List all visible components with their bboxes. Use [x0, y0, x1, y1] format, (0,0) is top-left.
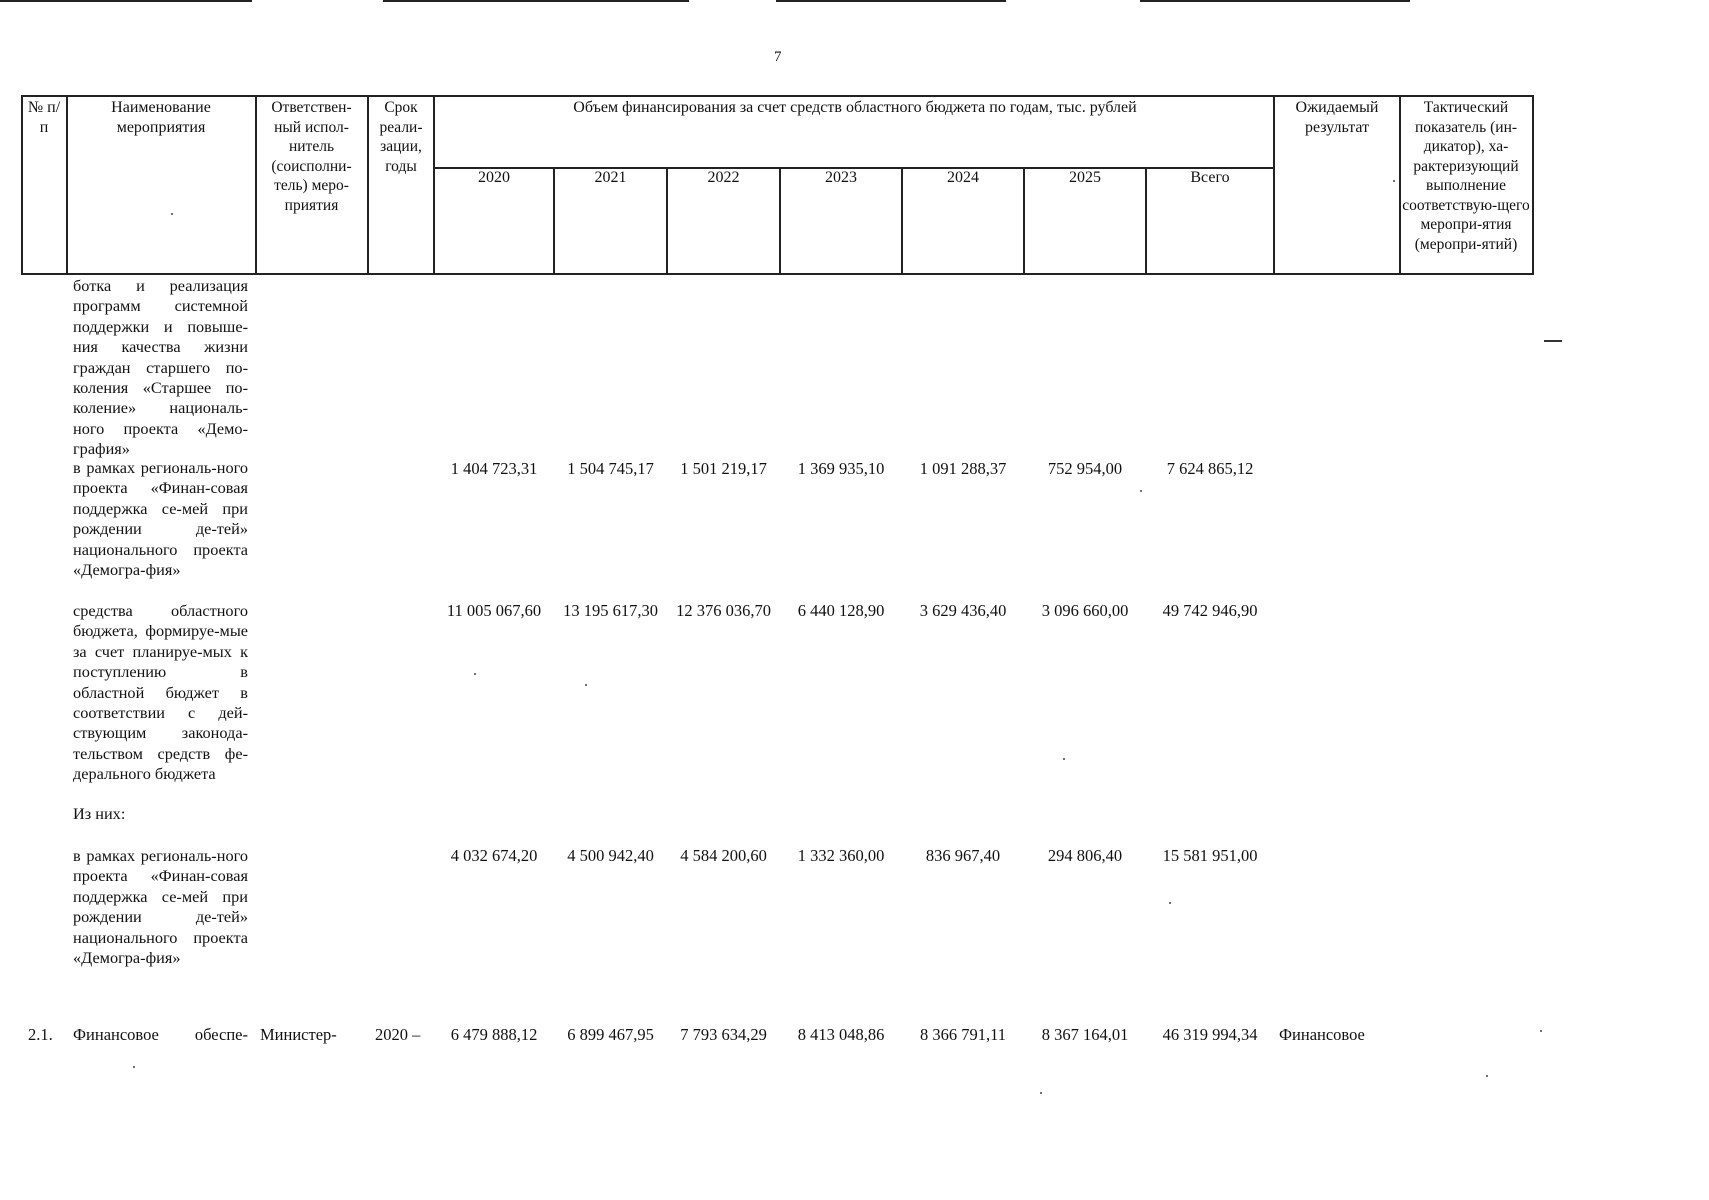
amount-2024: 836 967,40	[925, 846, 1001, 865]
scan-speck	[1169, 902, 1171, 904]
amount-total: 49 742 946,90	[1162, 601, 1258, 620]
amount-total: 46 319 994,34	[1162, 1025, 1258, 1044]
amount-2025: 8 367 164,01	[1041, 1025, 1129, 1044]
scan-speck	[1040, 1092, 1042, 1094]
header-expected-result: Ожидаемый результат	[1295, 99, 1379, 136]
scan-speck	[474, 673, 476, 675]
amount-2023: 6 440 128,90	[797, 601, 885, 620]
scan-speck	[1486, 1075, 1488, 1077]
amount-2023: 1 332 360,00	[797, 846, 885, 865]
header-bottom-rule	[21, 273, 1534, 275]
scan-speck	[1140, 490, 1142, 492]
amount-2022: 7 793 634,29	[680, 1025, 767, 1044]
page-number: 7	[774, 49, 782, 65]
header-top-rule	[21, 95, 1534, 97]
header-indicator: Тактический показатель (ин-дикатор), ха-рактеризующий выполнение соответствую-щего меропри-ятия (меропри-ятий)	[1402, 99, 1530, 253]
activity-name: в рамках региональ-ного проекта «Финан-совая поддержка се-мей при рождении де-тей» национального проекта «Демогра-фия»	[73, 458, 248, 580]
col-border	[255, 95, 257, 275]
header-number: № п/п	[27, 99, 61, 136]
header-funding: Объем финансирования за счет средств областного бюджета по годам, тыс. рублей	[573, 99, 1137, 116]
activity-name: в рамках региональ-ного проекта «Финан-совая поддержка се-мей при рождении де-тей» национального проекта «Демогра-фия»	[73, 846, 248, 968]
col-border	[1399, 95, 1401, 275]
activity-name: Финансовое обеспе-	[73, 1025, 248, 1044]
amount-2024: 1 091 288,37	[919, 459, 1007, 478]
amount-total: 7 624 865,12	[1166, 459, 1254, 478]
subtotal-label: Из них:	[73, 804, 126, 823]
col-border	[21, 95, 23, 275]
year-header-total: Всего	[1190, 169, 1230, 186]
year-header: 2020	[478, 169, 510, 186]
year-header: 2022	[707, 169, 740, 186]
scan-speck	[1540, 1030, 1542, 1032]
amount-2024: 3 629 436,40	[919, 601, 1007, 620]
amount-2021: 6 899 467,95	[567, 1025, 654, 1044]
header-term: Срок реали-зации, годы	[379, 99, 423, 175]
amount-2023: 8 413 048,86	[797, 1025, 885, 1044]
amount-2022: 4 584 200,60	[680, 846, 767, 865]
col-border	[1532, 95, 1534, 275]
scan-mark	[1544, 340, 1562, 342]
scan-speck	[1393, 180, 1395, 182]
scan-speck	[133, 1066, 135, 1068]
header-responsible: Ответствен-ный испол-нитель (соисполни-тель) меро-приятия	[271, 99, 352, 214]
header-activity-name: Наименование мероприятия	[111, 99, 211, 136]
amount-2020: 11 005 067,60	[446, 601, 542, 620]
year-header: 2024	[947, 169, 979, 186]
amount-2021: 1 504 745,17	[567, 459, 654, 478]
activity-name-continuation: ботка и реализация программ системной поддержки и повыше-ния качества жизни граждан старшего по-коления «Старшее по-коление» националь-ного проекта «Демо-графия»	[73, 276, 248, 459]
amount-2023: 1 369 935,10	[797, 459, 885, 478]
amount-total: 15 581 951,00	[1162, 846, 1258, 865]
responsible-executor: Министер-	[260, 1025, 337, 1044]
amount-2020: 1 404 723,31	[450, 459, 538, 478]
scan-speck	[1063, 758, 1065, 760]
year-header: 2025	[1069, 169, 1101, 186]
amount-2022: 1 501 219,17	[680, 459, 767, 478]
year-header: 2023	[825, 169, 857, 186]
expected-result: Финансовое	[1279, 1025, 1365, 1044]
amount-2021: 4 500 942,40	[567, 846, 654, 865]
activity-name: средства областного бюджета, формируе-мые за счет планируе-мых к поступлению в областной бюджет в соответствии с дей-ствующим законода-тельством средств фе-дерального бюджета	[73, 601, 248, 784]
col-border	[66, 95, 68, 275]
scan-speck	[171, 213, 173, 215]
amount-2020: 6 479 888,12	[450, 1025, 538, 1044]
scan-speck	[585, 684, 587, 686]
col-border	[367, 95, 369, 275]
amount-2025: 3 096 660,00	[1041, 601, 1129, 620]
amount-2021: 13 195 617,30	[563, 601, 658, 620]
amount-2025: 752 954,00	[1047, 459, 1123, 478]
implementation-term: 2020 –	[375, 1025, 421, 1044]
year-header: 2021	[594, 169, 627, 186]
amount-2025: 294 806,40	[1047, 846, 1123, 865]
amount-2024: 8 366 791,11	[919, 1025, 1006, 1044]
col-border	[1273, 95, 1275, 275]
table-header	[0, 0, 1568, 276]
row-number: 2.1.	[28, 1025, 53, 1044]
amount-2020: 4 032 674,20	[450, 846, 538, 865]
amount-2022: 12 376 036,70	[676, 601, 771, 620]
